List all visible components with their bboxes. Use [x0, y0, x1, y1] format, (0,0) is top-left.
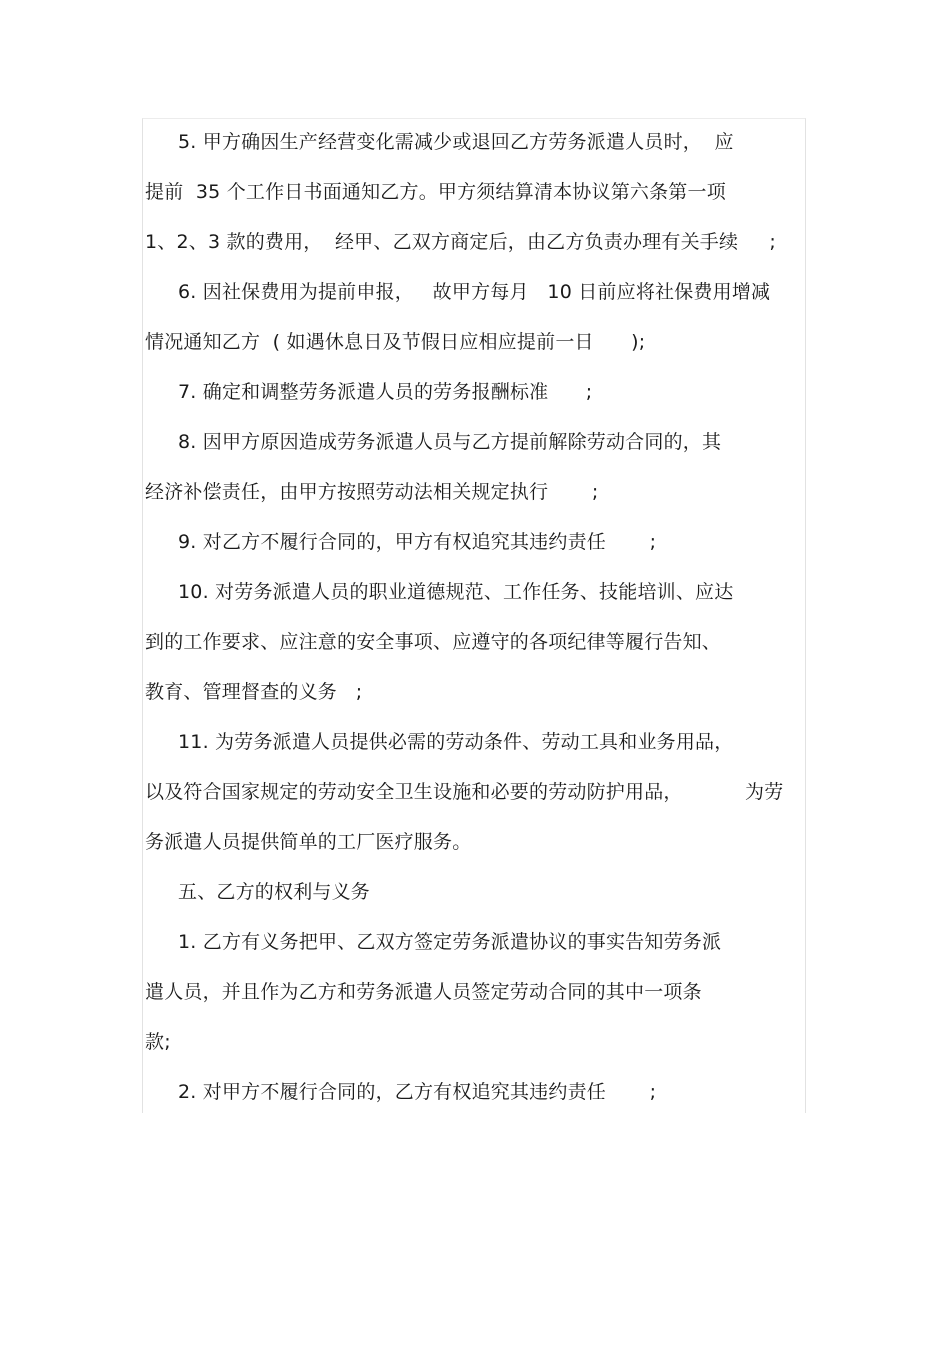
- text-line: 提前 35 个工作日书面通知乙方。甲方须结算清本协议第六条第一项: [145, 181, 726, 203]
- text-line: 2. 对甲方不履行合同的，乙方有权追究其违约责任 ;: [178, 1081, 657, 1103]
- page-frame: [142, 118, 806, 1113]
- text-line: 教育、管理督查的义务 ;: [145, 681, 363, 703]
- text-line: 到的工作要求、应注意的安全事项、应遵守的各项纪律等履行告知、: [145, 631, 722, 653]
- text-line: 9. 对乙方不履行合同的，甲方有权追究其违约责任 ;: [178, 531, 657, 553]
- text-line: 经济补偿责任，由甲方按照劳动法相关规定执行 ;: [145, 481, 599, 503]
- text-line: 以及符合国家规定的劳动安全卫生设施和必要的劳动防护用品， 为劳: [145, 781, 784, 803]
- section-heading: 五、乙方的权利与义务: [178, 881, 371, 903]
- text-line: 8. 因甲方原因造成劳务派遣人员与乙方提前解除劳动合同的，其: [178, 431, 722, 453]
- text-line: 7. 确定和调整劳务派遣人员的劳务报酬标准 ;: [178, 381, 593, 403]
- text-line: 款;: [145, 1031, 171, 1053]
- text-line: 务派遣人员提供简单的工厂医疗服务。: [145, 831, 472, 853]
- text-line: 10. 对劳务派遣人员的职业道德规范、工作任务、技能培训、应达: [178, 581, 734, 603]
- text-line: 1、2、3 款的费用， 经甲、乙双方商定后，由乙方负责办理有关手续 ;: [145, 231, 776, 253]
- text-line: 5. 甲方确因生产经营变化需减少或退回乙方劳务派遣人员时， 应: [178, 131, 734, 153]
- text-line: 11. 为劳务派遣人员提供必需的劳动条件、劳动工具和业务用品，: [178, 731, 734, 753]
- text-line: 情况通知乙方 ( 如遇休息日及节假日应相应提前一日 );: [145, 331, 646, 353]
- text-line: 6. 因社保费用为提前申报， 故甲方每月 10 日前应将社保费用增减: [178, 281, 771, 303]
- text-line: 遣人员，并且作为乙方和劳务派遣人员签定劳动合同的其中一项条: [145, 981, 702, 1003]
- text-line: 1. 乙方有义务把甲、乙双方签定劳务派遣协议的事实告知劳务派: [178, 931, 722, 953]
